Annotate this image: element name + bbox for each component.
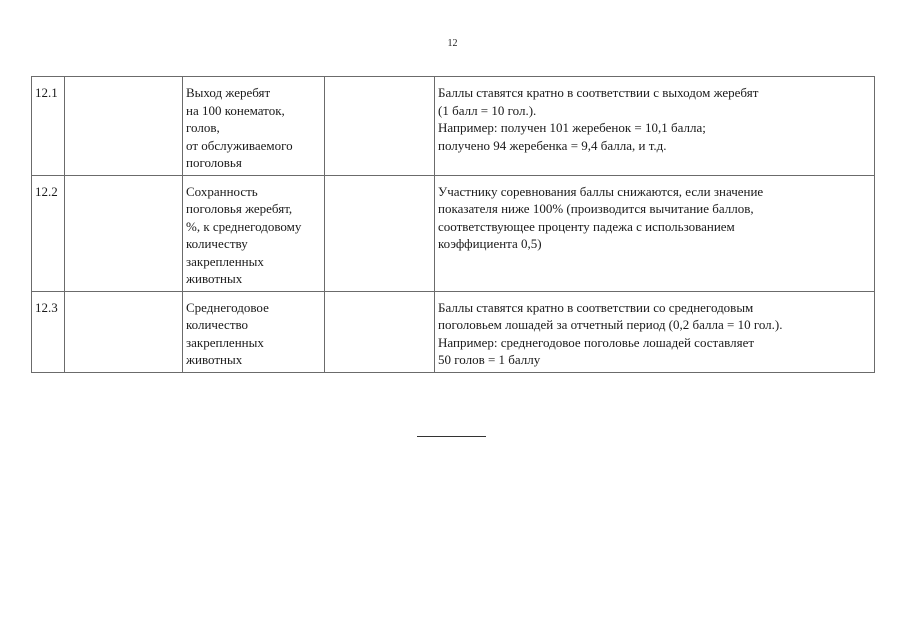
- description-cell: [435, 291, 875, 372]
- indicator-line: животных: [186, 352, 243, 367]
- indicator-line: Среднегодовое: [186, 299, 269, 315]
- description-line: Участнику соревнования баллы снижаются, если значение: [438, 183, 764, 199]
- indicator-line: Сохранность: [186, 183, 258, 199]
- indicator-line: закрепленных: [186, 253, 264, 269]
- description-line: поголовьем лошадей за отчетный период (0,2 балла = 10 гол.).: [438, 317, 783, 332]
- description-line: коэффициента 0,5): [438, 236, 542, 251]
- row-number-cell: 12.1: [32, 77, 65, 176]
- description-line: Например: среднегодовое поголовье лошадей составляет: [438, 334, 755, 350]
- description-line: Например: получен 101 жеребенок = 10,1 балла;: [438, 120, 706, 135]
- description-line: соответствующее проценту падежа с использованием: [438, 218, 735, 234]
- indicator-cell: [183, 77, 325, 176]
- description-cell: [435, 77, 875, 176]
- end-of-document-rule: [417, 436, 486, 437]
- indicator-line: поголовья: [186, 155, 242, 170]
- empty-cell: [65, 77, 183, 176]
- description-line: показателя ниже 100% (производится вычитание баллов,: [438, 201, 754, 216]
- description-line: получено 94 жеребенка = 9,4 балла, и т.д.: [438, 137, 667, 153]
- indicator-line: животных: [186, 271, 243, 286]
- indicator-line: Выход жеребят: [186, 85, 271, 100]
- indicator-line: количество: [186, 317, 249, 332]
- table-row: [32, 175, 875, 291]
- empty-cell: [325, 77, 435, 176]
- empty-cell: [65, 291, 183, 372]
- description-line: Баллы ставятся кратно в соответствии с выходом жеребят: [438, 85, 759, 100]
- indicator-line: %, к среднегодовому: [186, 218, 302, 234]
- indicator-line: поголовья жеребят,: [186, 201, 293, 216]
- table-row: [32, 77, 875, 176]
- indicator-line: закрепленных: [186, 334, 264, 350]
- description-line: (1 балл = 10 гол.).: [438, 102, 537, 118]
- indicator-line: голов,: [186, 120, 220, 135]
- row-number-cell: 12.3: [32, 291, 65, 372]
- indicator-cell: [183, 291, 325, 372]
- description-line: 50 голов = 1 баллу: [438, 352, 541, 367]
- empty-cell: [325, 291, 435, 372]
- empty-cell: [325, 175, 435, 291]
- table-row: [32, 291, 875, 372]
- indicator-cell: [183, 175, 325, 291]
- description-line: Баллы ставятся кратно в соответствии со среднегодовым: [438, 299, 754, 315]
- indicator-line: количеству: [186, 236, 248, 251]
- indicator-line: на 100 конематок,: [186, 102, 285, 118]
- indicator-line: от обслуживаемого: [186, 137, 293, 153]
- empty-cell: [65, 175, 183, 291]
- criteria-table: [31, 76, 875, 373]
- description-cell: [435, 175, 875, 291]
- row-number-cell: 12.2: [32, 175, 65, 291]
- page-number: 12: [447, 38, 458, 49]
